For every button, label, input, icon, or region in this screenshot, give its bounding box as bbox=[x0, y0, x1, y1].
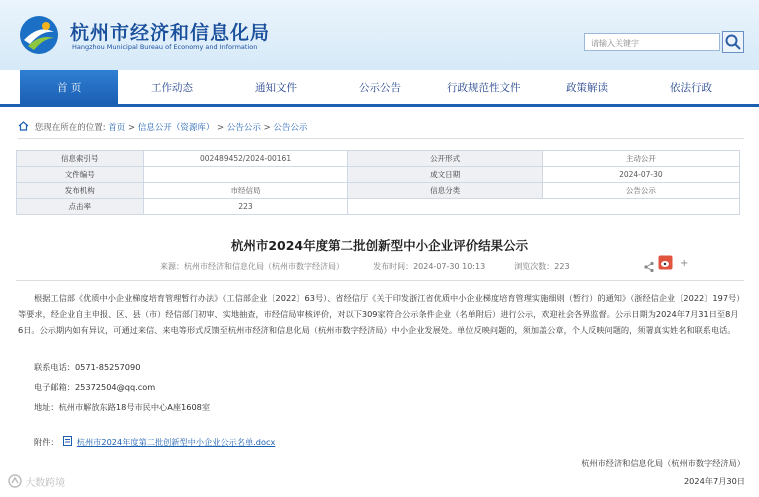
nav-item-notices[interactable]: 通知文件 bbox=[255, 82, 297, 94]
search-icon bbox=[723, 32, 743, 52]
more-share-icon[interactable]: + bbox=[680, 258, 689, 269]
attachment-link[interactable]: 杭州市2024年度第二批创新型中小企业公示名单.docx bbox=[76, 437, 276, 447]
signature-org: 杭州市经济和信息化局（杭州市数字经济局） bbox=[581, 458, 745, 468]
article-views: 浏览次数：223 bbox=[514, 262, 570, 271]
article-meta bbox=[160, 261, 570, 272]
table-row bbox=[17, 183, 740, 199]
meta-empty bbox=[348, 199, 542, 215]
meta-key: 文件编号 bbox=[17, 167, 144, 183]
meta-value bbox=[143, 167, 348, 183]
table-row bbox=[17, 151, 740, 167]
breadcrumb-announcements-link[interactable]: 公告公示 bbox=[226, 123, 261, 133]
meta-key: 信息分类 bbox=[348, 183, 542, 199]
divider bbox=[16, 280, 744, 281]
share-icon[interactable] bbox=[643, 258, 655, 277]
breadcrumb-info-public-link[interactable]: 信息公开（资源库） bbox=[137, 123, 215, 133]
watermark bbox=[8, 474, 65, 489]
site-title: 杭州市经济和信息化局 bbox=[70, 22, 271, 44]
meta-key: 成文日期 bbox=[348, 167, 542, 183]
meta-value: 公告公示 bbox=[542, 183, 739, 199]
nav-item-policy-interpretation[interactable]: 政策解读 bbox=[566, 82, 608, 94]
meta-key: 公开形式 bbox=[348, 151, 542, 167]
article-title: 杭州市2024年度第二批创新型中小企业评价结果公示 bbox=[230, 238, 529, 253]
meta-value: 223 bbox=[143, 199, 348, 215]
breadcrumb-sep: > bbox=[217, 123, 225, 133]
search-button[interactable] bbox=[722, 31, 744, 53]
nav-item-regulatory-docs[interactable]: 行政规范性文件 bbox=[447, 82, 521, 94]
nav-underline bbox=[0, 104, 759, 107]
bureau-logo-icon bbox=[18, 14, 60, 56]
nav-item-announcements[interactable]: 公示公告 bbox=[359, 82, 401, 94]
meta-value: 市经信局 bbox=[143, 183, 348, 199]
attachment bbox=[34, 436, 275, 448]
site-header bbox=[0, 0, 759, 70]
main-nav bbox=[0, 70, 759, 104]
meta-value: 主动公开 bbox=[542, 151, 739, 167]
nav-item-work-news[interactable]: 工作动态 bbox=[151, 82, 193, 94]
meta-key: 点击率 bbox=[17, 199, 144, 215]
meta-value: 002489452/2024-00161 bbox=[143, 151, 348, 167]
table-row bbox=[17, 199, 740, 215]
contact-address: 地址：杭州市解放东路18号市民中心A座1608室 bbox=[34, 402, 211, 412]
breadcrumb bbox=[18, 121, 307, 133]
signature-date: 2024年7月30日 bbox=[683, 476, 745, 486]
article-source: 来源：杭州市经济和信息化局（杭州市数字经济局） bbox=[160, 262, 344, 271]
meta-empty bbox=[542, 199, 739, 215]
nav-item-law-admin[interactable]: 依法行政 bbox=[670, 82, 712, 94]
watermark-logo-icon bbox=[8, 474, 22, 488]
weibo-icon[interactable] bbox=[658, 255, 673, 274]
site-subtitle: Hangzhou Municipal Bureau of Economy and Information bbox=[72, 43, 258, 51]
breadcrumb-home-link[interactable]: 首页 bbox=[108, 123, 126, 133]
breadcrumb-prefix: 您现在所在的位置: bbox=[34, 123, 106, 133]
nav-item-home[interactable]: 首 页 bbox=[57, 82, 82, 94]
article-publish-time: 发布时间：2024-07-30 10:13 bbox=[373, 262, 486, 271]
meta-key: 信息索引号 bbox=[17, 151, 144, 167]
divider bbox=[18, 138, 744, 139]
watermark-text: 大数跨境 bbox=[25, 478, 66, 489]
breadcrumb-current-link[interactable]: 公告公示 bbox=[273, 123, 308, 133]
article-body: 根据工信部《优质中小企业梯度培育管理暂行办法》（工信部企业〔2022〕63号）、省经信厅《关于印发浙江省优质中小企业梯度培育管理实施细则（暂行）的通知》（浙经信企业〔2022〕197号）等要求，经企业自主申报、区、县（市）经信部门初审、实地抽查，市经信局审核评价，对以下309家符合公示条件企业（名单附后）进行公示，欢迎社会各界监督。公示日期为2024年7月31日至8月6日。公示期内如有异议，可通过来信、来电等形式反馈至杭州市经济和信息化局（杭州市数字经济局）中小企业发展处。单位反映问题的，须加盖公章，个人反映问题的，须署真实姓名和联系电话。 bbox=[18, 293, 741, 335]
document-icon bbox=[63, 436, 72, 446]
search-input[interactable]: 请输入关键字 bbox=[584, 33, 720, 51]
breadcrumb-sep: > bbox=[128, 123, 136, 133]
document-meta-table bbox=[16, 150, 740, 215]
table-row bbox=[17, 167, 740, 183]
contact-phone: 联系电话：0571-85257090 bbox=[34, 362, 141, 372]
breadcrumb-sep: > bbox=[263, 123, 271, 133]
contact-email: 电子邮箱：25372504@qq.com bbox=[34, 382, 156, 392]
home-icon bbox=[18, 121, 29, 131]
attachment-label: 附件： bbox=[34, 437, 59, 447]
meta-key: 发布机构 bbox=[17, 183, 144, 199]
meta-value: 2024-07-30 bbox=[542, 167, 739, 183]
